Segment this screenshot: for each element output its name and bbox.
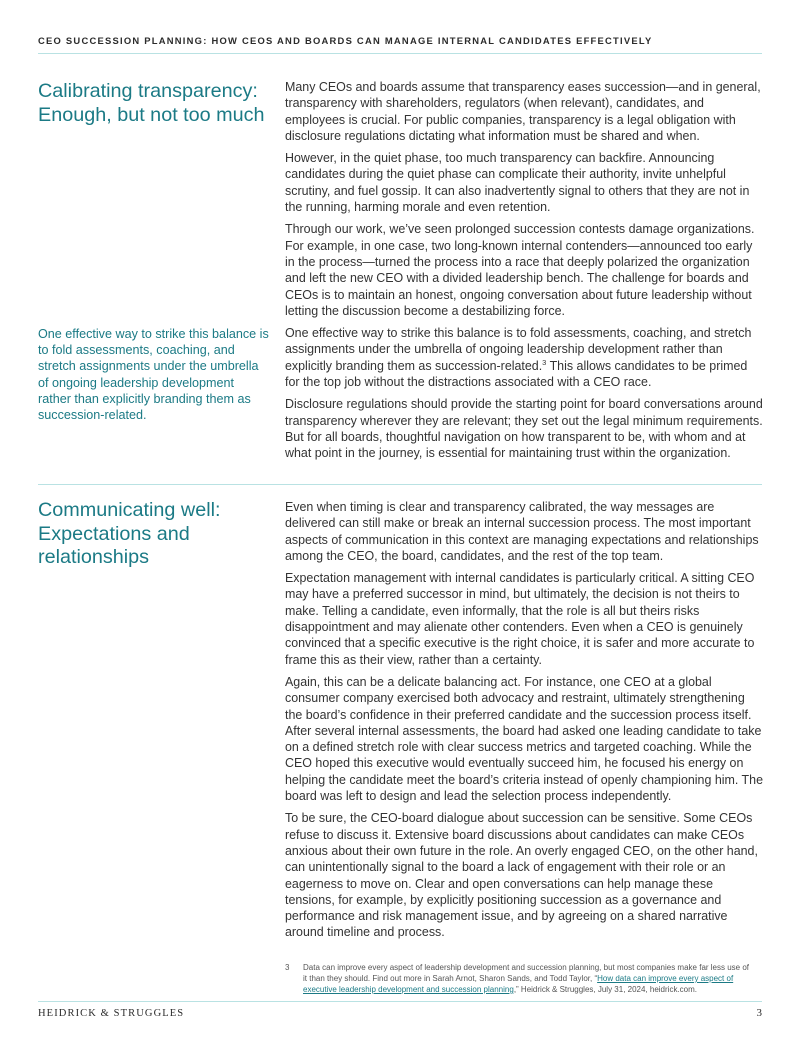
header-divider xyxy=(38,53,762,54)
footnote-reference[interactable]: 3 xyxy=(542,357,547,367)
running-header: CEO SUCCESSION PLANNING: HOW CEOS AND BOARDS CAN MANAGE INTERNAL CANDIDATES EFFECTIVELY xyxy=(38,35,653,46)
footnote-text-end: ,” Heidrick & Struggles, July 31, 2024, heidrick.com. xyxy=(513,985,697,994)
body-paragraph: However, in the quiet phase, too much transparency can backfire. Announcing candidates during the quiet phase can complicate their authority, invite unhelpful scrutiny, and fuel gossip. It can also inadvertently signal to others that they are not in the running, harming morale and even retention. xyxy=(285,151,750,215)
body-paragraph: Again, this can be a delicate balancing act. For instance, one CEO at a global consumer company exercised both advocacy and restraint, ultimately strengthening the board’s confidence in their preferred candidate and the succession process itself. After several internal assessments, the board had asked one leading candidate to take on a defined stretch role with clear success metrics and targeted coaching. While the CEO hoped this executive would eventually succeed him, he focused his energy on helping the candidate meet the board’s criteria instead of openly championing him. The board was left to design and lead the selection process independently. xyxy=(285,674,763,804)
paragraph-text: One effective way to strike this balance is to fold assessments, coaching, and stretch assignments under the umbrella of ongoing leadership development rather than explicitly branding them as succession-related. xyxy=(285,326,752,373)
body-paragraph: Through our work, we’ve seen prolonged succession contests damage organizations. For example, in one case, two long-known internal contenders—announced too early in the process—turned the process into a race that deeply polarized the organization and left the new CEO with a divided leadership bench. The challenge for boards and CEOs is to maintain an honest, ongoing conversation about future leadership without letting the discussion become a destabilizing force. xyxy=(285,222,755,318)
footnote xyxy=(285,962,755,995)
page-number: 3 xyxy=(756,1007,762,1019)
footnote-text-start: Data can improve every aspect of leadership development and succession planning, but most companies make far less use of it than they should. Find out more in Sarah Arnot, Sharon Sands, and Todd Taylor, “ xyxy=(303,963,750,983)
body-paragraph: Disclosure regulations should provide the starting point for board conversations around transparency wherever they are relevant; they set out the legal minimum requirements. But for all boards, thoughtful navigation on how transparent to be, with whom and at what point in the journey, is essential for maintaining trust within the organization. xyxy=(285,397,763,461)
section-heading-calibrating-transparency: Calibrating transparency: Enough, but not too much xyxy=(38,80,265,126)
section-1-body xyxy=(285,79,763,468)
footnote-number: 3 xyxy=(285,963,290,972)
body-paragraph: To be sure, the CEO-board dialogue about succession can be sensitive. Some CEOs refuse to discuss it. Extensive board discussions about candidates can make CEOs anxious about their own future in the role. An overly engaged CEO, on the other hand, can unintentionally signal to the board a lack of engagement with their role or an eagerness to move on. Clear and open conversations can help manage these tensions, for example, by explicitly positioning succession as a governance and performance and risk management issue, and by agreeing on a shared narrative around timeline and process. xyxy=(285,811,758,940)
section-heading-communicating-well: Communicating well: Expectations and relationships xyxy=(38,499,221,568)
paragraph-text: This allows candidates to be primed for the top job without the distractions associated with a CEO race. xyxy=(285,358,748,390)
pull-quote: One effective way to strike this balance is to fold assessments, coaching, and stretch assignments under the umbrella of ongoing leadership development rather than explicitly branding them as succession-related. xyxy=(38,327,269,423)
footnote-text xyxy=(303,962,755,995)
body-paragraph: Expectation management with internal candidates is particularly critical. A sitting CEO may have a preferred successor in mind, but ultimately, the decision is not theirs to make. Telling a candidate, even informally, that the role is all but theirs risks disappointment and may alienate other contenders. Even when a CEO is genuinely convinced that a specific executive is the right choice, it is safer and more accurate to frame this as their view, rather than a certainty. xyxy=(285,571,755,667)
brand-logo: HEIDRICK & STRUGGLES xyxy=(38,1008,185,1019)
body-paragraph: Many CEOs and boards assume that transparency eases succession—and in general, transparency with shareholders, regulators (when relevant), candidates, and employees is crucial. For public companies, transparency is a legal obligation with disclosure regulations dictating what information must be shared and when. xyxy=(285,80,761,143)
body-paragraph: Even when timing is clear and transparency calibrated, the way messages are delivered can still make or break an internal succession process. The most important aspects of communication in this context are managing expectations and relationships among the CEO, the board, candidates, and the rest of the top team. xyxy=(285,500,759,563)
section-divider xyxy=(38,484,762,485)
section-2-body xyxy=(285,499,763,947)
body-paragraph-with-footnote-ref xyxy=(285,325,763,390)
footer-divider xyxy=(38,1001,762,1002)
footnote-article-link[interactable]: How data can improve every aspect of executive leadership development and succession planning xyxy=(303,974,734,994)
